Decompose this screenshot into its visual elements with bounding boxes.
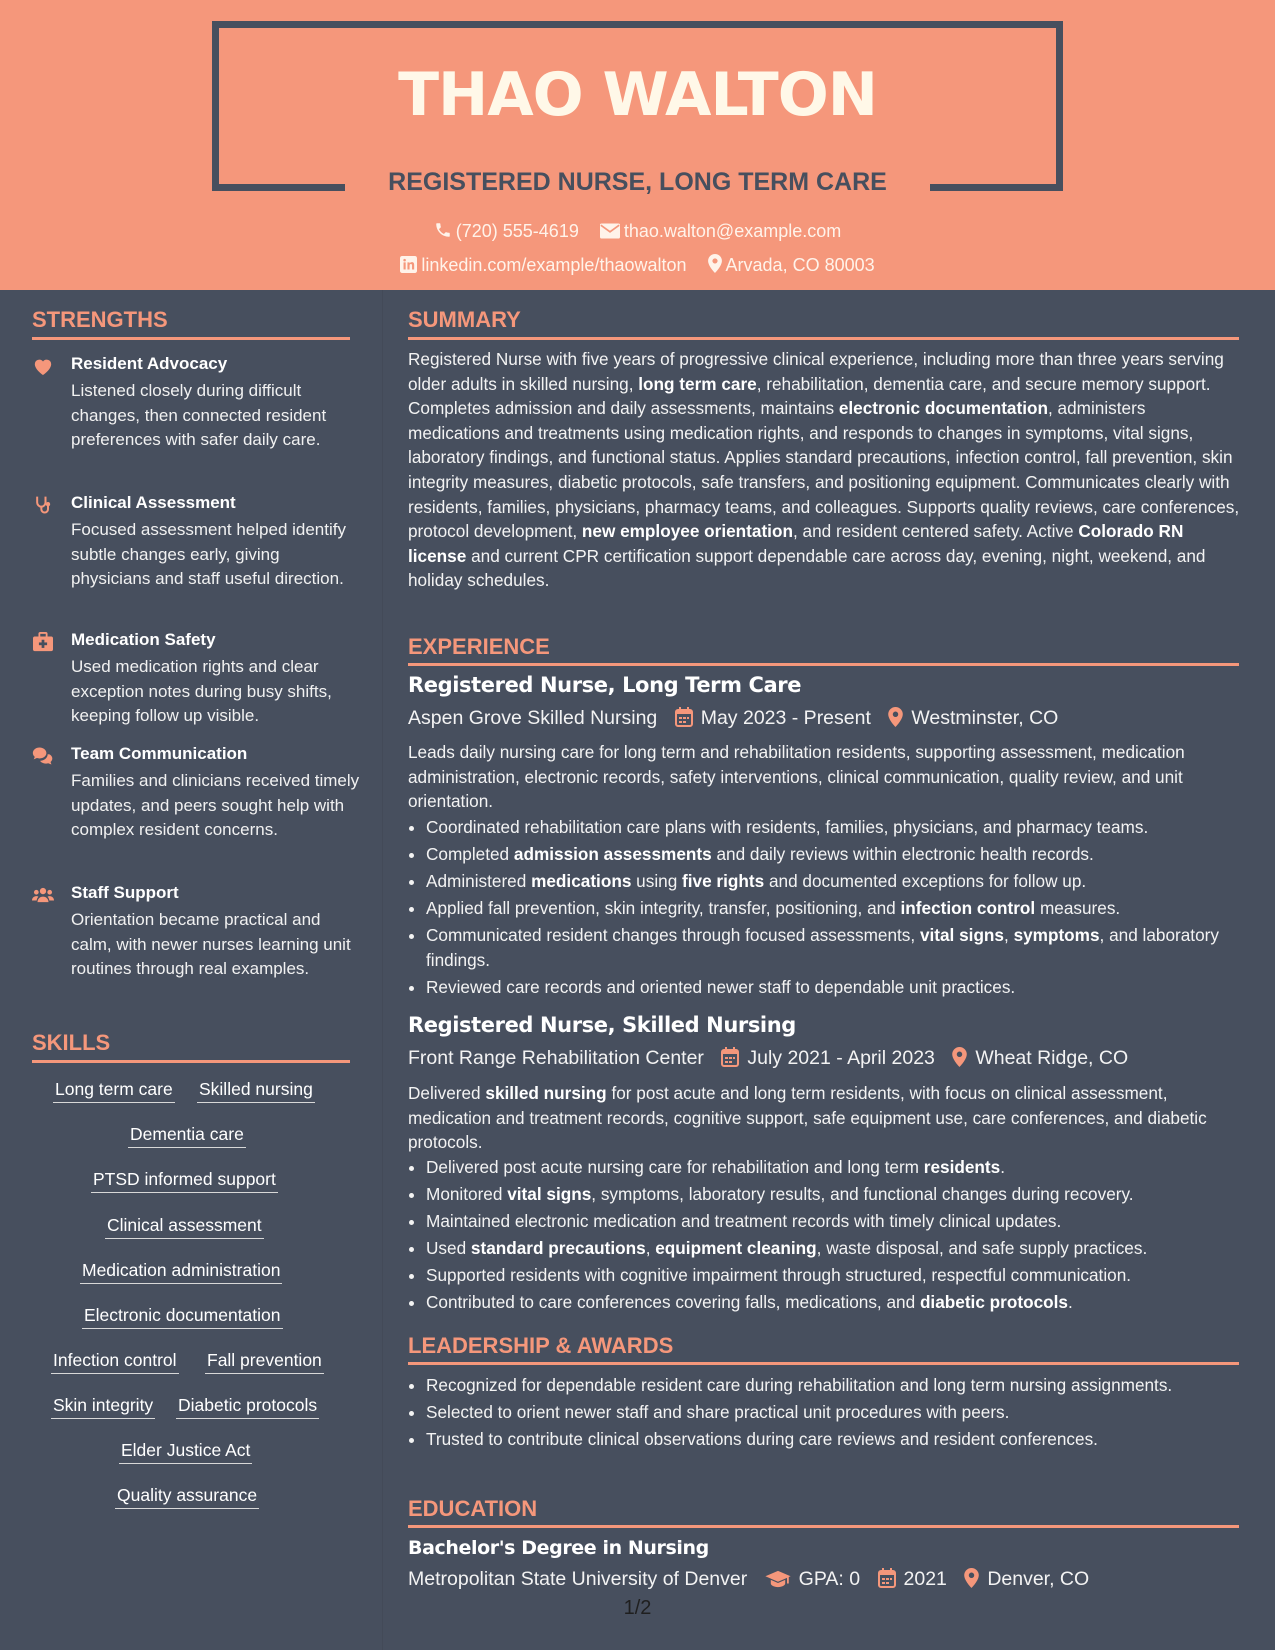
list-item xyxy=(426,1155,1258,1180)
summary-highlight: new employee orientation xyxy=(581,521,793,542)
list-item: • Recognized for dependable resident care during rehabilitation and long term nursing assignments. xyxy=(426,1373,1258,1398)
strength-title: Team Communication xyxy=(71,744,248,763)
job-title: Registered Nurse, Long Term Care xyxy=(408,673,802,697)
bullet-text: Reviewed care records and oriented newer staff to dependable unit practices. xyxy=(426,976,1016,997)
bullet-highlight: symptoms xyxy=(1013,925,1100,946)
strength-title: Resident Advocacy xyxy=(71,354,228,373)
bullet-text: Used xyxy=(426,1238,471,1259)
skill-tag: Medication administration xyxy=(80,1260,282,1284)
education-rule xyxy=(408,1525,1239,1528)
contact-location xyxy=(708,255,875,275)
job-employer: Aspen Grove Skilled Nursing xyxy=(408,707,658,729)
summary-segment: Registered Nurse with five years of progressive clinical experience, including more than three years serving older adults in skilled nursing, xyxy=(408,349,1224,394)
leadership-rule xyxy=(408,1362,1239,1365)
heart-icon xyxy=(32,356,54,376)
location-text: Arvada, CO 80003 xyxy=(725,255,875,275)
education-meta xyxy=(408,1568,1089,1591)
comments-icon xyxy=(32,746,54,766)
intro-highlight: skilled nursing xyxy=(485,1083,607,1103)
bullet-highlight: medications xyxy=(531,871,632,892)
skill-tag: Clinical assessment xyxy=(105,1215,264,1239)
strength-title: Clinical Assessment xyxy=(71,493,236,512)
stethoscope-icon xyxy=(32,495,54,515)
linkedin-icon xyxy=(400,256,417,273)
gpa-text: GPA: 0 xyxy=(798,1568,861,1590)
list-item xyxy=(426,1182,1258,1207)
bullet-text: Contributed to care conferences covering falls, medications, and xyxy=(426,1292,920,1313)
bullet-text: measures. xyxy=(1035,898,1121,919)
graduation-year: 2021 xyxy=(903,1568,947,1590)
bullet-highlight: infection control xyxy=(900,898,1036,919)
bullet-text: Delivered post acute nursing care for rehabilitation and long term xyxy=(426,1157,924,1177)
skill-tag: Fall prevention xyxy=(205,1350,324,1374)
map-marker-icon xyxy=(708,254,722,273)
bullet-text: Communicated resident changes through focused assessments, xyxy=(426,925,920,946)
list-item xyxy=(426,815,1258,840)
summary-segment: , rehabilitation, dementia care, and secure memory support. Completes admission and daily assessments, maintains xyxy=(408,373,1211,419)
bullet-highlight: vital signs xyxy=(507,1184,592,1205)
job-bullets xyxy=(408,815,1258,1002)
phone-text: (720) 555-4619 xyxy=(455,221,579,241)
bullet-text: . xyxy=(1067,1292,1073,1313)
bullet-highlight: standard precautions xyxy=(470,1238,646,1259)
skill-tag: Infection control xyxy=(51,1350,179,1374)
calendar-icon xyxy=(878,1568,896,1588)
bullet-text: Coordinated rehabilitation care plans with residents, families, physicians, and pharmacy teams. xyxy=(426,817,1149,837)
job-employer: Front Range Rehabilitation Center xyxy=(408,1047,704,1069)
strength-title: Medication Safety xyxy=(71,630,216,649)
list-item xyxy=(426,869,1258,894)
experience-rule xyxy=(408,663,1239,666)
bullet-highlight: residents xyxy=(923,1157,1001,1177)
strength-description: Focused assessment helped identify subtle changes early, giving physicians and staff useful direction. xyxy=(71,520,346,588)
job-location: Wheat Ridge, CO xyxy=(975,1047,1129,1069)
experience-heading: EXPERIENCE xyxy=(408,634,550,659)
summary-segment: , administers medications and treatments using medication rights, and responds to changes in symptoms, vital signs, laboratory findings, and functional status. Applies standard precautions, infection control, fall prevention, skin integrity measures, diabetic protocols, safe transfers, and positioning equipment. Communicates clearly with residents, families, physicians, pharmacy teams, and colleagues. Supports quality reviews, care conferences, protocol development, xyxy=(408,398,1240,542)
contact-email[interactable] xyxy=(600,221,841,241)
linkedin-text: linkedin.com/example/thaowalton xyxy=(421,255,687,275)
bullet-text: using xyxy=(631,871,683,892)
envelope-icon xyxy=(600,223,620,239)
job-meta xyxy=(408,707,1058,730)
strength-description: Orientation became practical and calm, with newer nurses learning unit routines through real examples. xyxy=(71,910,351,978)
summary-highlight: electronic documentation xyxy=(838,398,1048,419)
summary-rule xyxy=(408,337,1239,340)
bullet-highlight: equipment cleaning xyxy=(655,1238,817,1259)
bullet-text: Monitored xyxy=(426,1184,508,1205)
skills-rule xyxy=(32,1060,350,1063)
list-item xyxy=(426,1209,1258,1234)
strength-description: Listened closely during difficult changes, then connected resident preferences with safer daily care. xyxy=(71,381,327,449)
list-item xyxy=(426,1263,1258,1288)
bullet-highlight: vital signs xyxy=(919,925,1004,946)
skill-tag: Skilled nursing xyxy=(197,1079,315,1103)
bullet-text: and documented exceptions for follow up. xyxy=(764,871,1087,892)
bullet-text: , xyxy=(645,1238,656,1259)
strengths-rule xyxy=(32,337,350,340)
list-item: • Trusted to contribute clinical observations during care reviews and resident conferences. xyxy=(426,1427,1258,1452)
skill-tag: Quality assurance xyxy=(115,1485,259,1509)
job-intro: Leads daily nursing care for long term and rehabilitation residents, supporting assessment, medication administration, electronic records, safety interventions, clinical communication, quality review, and unit orientation. xyxy=(408,742,1185,812)
bullet-text: , symptoms, laboratory results, and functional changes during recovery. xyxy=(591,1184,1134,1205)
graduation-cap-icon xyxy=(765,1570,791,1588)
list-item xyxy=(426,896,1258,921)
job-meta xyxy=(408,1047,1128,1070)
candidate-title: REGISTERED NURSE, LONG TERM CARE xyxy=(388,168,887,196)
bullet-text: and daily reviews within electronic health records. xyxy=(711,844,1094,865)
leadership-heading: LEADERSHIP & AWARDS xyxy=(408,1333,674,1358)
leadership-list xyxy=(408,1373,1258,1454)
bullet-text: , and laboratory findings. xyxy=(426,925,1219,970)
school-location: Denver, CO xyxy=(987,1568,1090,1590)
intro-segment: Delivered xyxy=(408,1083,486,1103)
intro-segment: for post acute and long term residents, with focus on clinical assessment, medication and treatment records, cognitive support, safe equipment use, care conferences, and diabetic protocols. xyxy=(408,1083,1207,1153)
bullet-text: , xyxy=(1004,925,1014,946)
list-item xyxy=(426,923,1258,972)
strength-title: Staff Support xyxy=(71,883,179,902)
skill-tag: Long term care xyxy=(53,1079,175,1103)
list-item xyxy=(426,1290,1258,1315)
skill-tag: Dementia care xyxy=(128,1124,246,1148)
email-text: thao.walton@example.com xyxy=(623,221,842,241)
job-bullets xyxy=(408,1155,1258,1318)
list-item xyxy=(426,842,1258,867)
skill-tag: Elder Justice Act xyxy=(119,1440,252,1464)
candidate-name: THAO WALTON xyxy=(398,60,877,130)
skill-tag: Diabetic protocols xyxy=(176,1395,319,1419)
bullet-highlight: five rights xyxy=(682,871,765,892)
users-icon xyxy=(32,885,54,905)
list-item xyxy=(426,1236,1258,1261)
calendar-icon xyxy=(675,707,693,727)
bullet-highlight: diabetic protocols xyxy=(919,1292,1068,1313)
summary-text xyxy=(408,347,1240,593)
summary-segment: and current CPR certification support dependable care across day, evening, night, weekend, and holiday schedules. xyxy=(408,545,1206,591)
column-divider xyxy=(382,290,383,1650)
job-dates: May 2023 - Present xyxy=(700,707,871,729)
summary-highlight: Colorado RN license xyxy=(408,521,1184,566)
bullet-text: Completed xyxy=(426,844,514,865)
calendar-icon xyxy=(721,1047,739,1067)
bullet-text: . xyxy=(1000,1157,1005,1177)
strength-description: Families and clinicians received timely updates, and peers sought help with complex resident concerns. xyxy=(71,771,360,839)
bullet-text: Administered xyxy=(426,871,532,892)
skill-tag: Skin integrity xyxy=(51,1395,155,1419)
map-marker-icon xyxy=(888,707,903,727)
page-number: 1/2 xyxy=(623,1597,652,1619)
list-item: • Selected to orient newer staff and share practical unit procedures with peers. xyxy=(426,1400,1258,1425)
skill-tag: Electronic documentation xyxy=(82,1305,283,1329)
degree-title: Bachelor's Degree in Nursing xyxy=(408,1537,709,1559)
job-location: Westminster, CO xyxy=(911,707,1059,729)
bullet-text: Applied fall prevention, skin integrity, transfer, positioning, and xyxy=(426,898,901,919)
skills-heading: SKILLS xyxy=(32,1030,111,1055)
job-intro xyxy=(408,1081,1240,1155)
bullet-text: , waste disposal, and safe supply practices. xyxy=(816,1238,1148,1259)
contact-linkedin[interactable] xyxy=(400,255,691,275)
bullet-highlight: admission assessments xyxy=(513,844,712,865)
contact-phone[interactable] xyxy=(434,221,584,241)
list-item xyxy=(426,975,1258,1000)
phone-icon xyxy=(434,221,452,239)
skill-tag: PTSD informed support xyxy=(91,1169,278,1193)
bullet-text: Maintained electronic medication and treatment records with timely clinical updates. xyxy=(426,1211,1062,1232)
school-name: Metropolitan State University of Denver xyxy=(408,1568,748,1590)
contact-line-1 xyxy=(0,221,1275,242)
bullet-text: Supported residents with cognitive impairment through structured, respectful communication. xyxy=(426,1265,1132,1286)
education-heading: EDUCATION xyxy=(408,1496,538,1521)
summary-heading: SUMMARY xyxy=(408,307,521,332)
summary-segment: , and resident centered safety. Active xyxy=(792,521,1079,542)
strengths-heading: STRENGTHS xyxy=(32,307,168,332)
contact-line-2 xyxy=(0,254,1275,276)
map-marker-icon xyxy=(952,1047,967,1067)
map-marker-icon xyxy=(964,1568,979,1588)
job-title: Registered Nurse, Skilled Nursing xyxy=(408,1013,796,1037)
medkit-icon xyxy=(32,632,54,652)
strength-description: Used medication rights and clear exception notes during busy shifts, keeping follow up visible. xyxy=(71,657,332,725)
job-dates: July 2021 - April 2023 xyxy=(747,1047,935,1069)
summary-highlight: long term care xyxy=(638,373,757,394)
